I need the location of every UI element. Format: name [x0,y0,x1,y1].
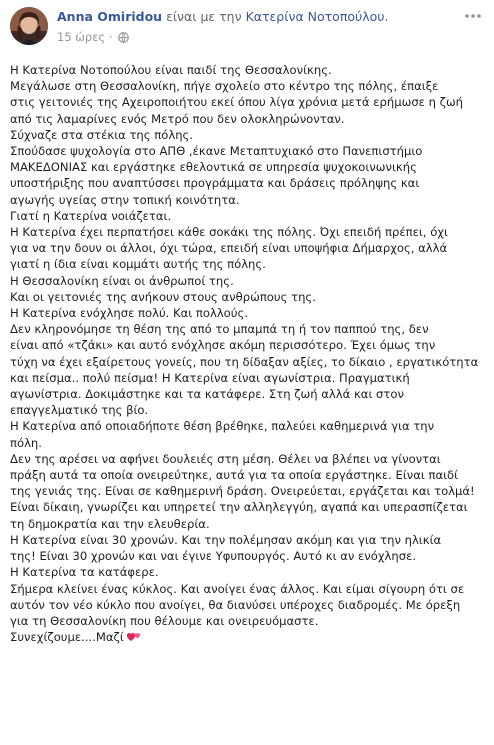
post-line: στις γειτονιές της Αχειροποιήτου εκεί όπου λίγα χρόνια μετά ερήμωσε η ζωή [10,95,464,110]
post-line: της! Είναι 30 χρονών και ναι έγινε Υφυπουργός. Αυτό κι αν ενόχλησε. [10,549,417,564]
post-line: Η Θεσσαλονίκη είναι οι άνθρωποί της. [10,273,234,288]
post-line: Δεν της αρέσει να αφήνει δουλειές στη μέση. Θέλει να βλέπει να γίνονται [10,451,441,466]
author-avatar[interactable] [10,7,48,45]
post-line: Η Κατερίνα από οποιαδήποτε θέση βρέθηκε, παλεύει καθημερινά για την [10,419,435,434]
post-line: τύχη να έχει εξαίρετους γονείς, που τη δίδαξαν αξίες, το δίκαιο , εργατικότητα [10,354,479,369]
post-line: Δεν κληρονόμησε τη θέση της από το μπαμπά τη ή τον παππού της, δεν [10,322,429,337]
post-line: για να την δουν οι άλλοι, όχι τώρα, επειδή είναι υποψήφια Δήμαρχος, αλλά [10,241,448,256]
profile-photo-icon [10,7,48,45]
tagged-person-link[interactable]: Κατερίνα Νοτοπούλου [245,9,385,24]
post-line: ΜΑΚΕΔΟΝΙΑΣ και εργάστηκε εθελοντικά σε υπηρεσία ψυχοκοινωνικής [10,160,417,175]
post-line: για τη Θεσσαλονίκη που θέλουμε και ονειρευόμαστε. [10,613,319,628]
post-line: Μεγάλωσε στη Θεσσαλονίκη, πήγε σχολείο στο κέντρο της πόλης, έπαιξε [10,79,439,94]
post-line: Είναι δίκαιη, γνωρίζει και υπηρετεί την αλληλεγγύη, αγαπά και υπερασπίζεται [10,500,468,515]
post-line: πράξη αυτά τα οποία ονειρεύτηκε, αυτά για τα οποία εργάστηκε. Είναι παιδί [10,468,459,483]
post-line: Σπούδασε ψυχολογία στο ΑΠΘ ,έκανε Μεταπτυχιακό στο Πανεπιστήμιο [10,144,423,159]
post-line: γιατί η ίδια είναι κομμάτι αυτής της πόλης. [10,257,266,272]
post-line: Η Κατερίνα Νοτοπούλου είναι παιδί της Θεσσαλονίκης. [10,63,332,77]
post-line: Γιατί η Κατερίνα νοιάζεται. [10,208,172,223]
post-line: πόλη. [10,435,42,450]
post-line: Η Κατερίνα ενόχλησε πολύ. Και πολλούς. [10,306,248,321]
meta-separator: · [108,30,113,44]
post-meta [57,30,129,46]
author-line-punct: . [384,9,389,24]
post-line: Η Κατερίνα είναι 30 χρονών. Και την πολέμησαν ακόμη και για την ηλικία [10,532,442,547]
post-line: Η Κατερίνα έχει περπατήσει κάθε σοκάκι της πόλης. Όχι επειδή πρέπει, όχι [10,225,448,240]
globe-icon[interactable] [118,32,129,46]
post-line: αυτόν τον νέο κύκλο που ανοίγει, θα διανύσει υπέροχες διαδρομές. Με όρεξη [10,597,461,612]
post-closing-line [10,629,488,647]
post-line: είναι από «τζάκι» και αυτό ενόχλησε ακόμη περισσότερο. Έχει όμως την [10,338,436,353]
post-line: αγωγής υγείας στην τοπική κοινότητα. [10,192,240,207]
post-line: υποστήριξης που αναπτύσσει προγράμματα και δράσεις πρόληψης και [10,176,420,191]
post-text [10,62,488,647]
two-hearts-icon [126,629,142,647]
post-line: της γενιάς της. Είναι σε καθημερινή δράση. Ονειρεύεται, εργάζεται και τολμά! [10,484,475,499]
more-options-icon[interactable] [462,8,484,22]
post-line: και πείσμα.. πολύ πείσμα! Η Κατερίνα είναι αγωνίστρια. Πραγματική [10,370,410,385]
post-line: Σύχναζε στα στέκια της πόλης. [10,127,194,142]
post-line: Συνεχίζουμε....Μαζί [10,630,124,645]
post-line: Η Κατερίνα τα κατάφερε. [10,565,159,580]
author-line [57,9,437,25]
post-line: Σήμερα κλείνει ένας κύκλος. Και ανοίγει ένας άλλος. Και είμαι σίγουρη ότι σε [10,581,465,596]
post-timestamp[interactable]: 15 ώρες [57,30,106,44]
post-line: από τις λαμαρίνες ενός Μετρό που δεν ολοκληρώνονταν. [10,111,345,126]
post-line: Και οι γειτονιές της ανήκουν στους ανθρώπους της. [10,289,316,304]
post-line: τη δημοκρατία και την ελευθερία. [10,516,210,531]
post-line: επαγγελματικό της βίο. [10,403,149,418]
with-text: είναι με την [166,9,242,24]
post-line: αγωνίστρια. Δοκιμάστηκε και τα κατάφερε. Στη ζωή αλλά και στον [10,387,404,402]
post-header [0,0,494,50]
author-name-link[interactable]: Anna Omiridou [57,9,163,24]
